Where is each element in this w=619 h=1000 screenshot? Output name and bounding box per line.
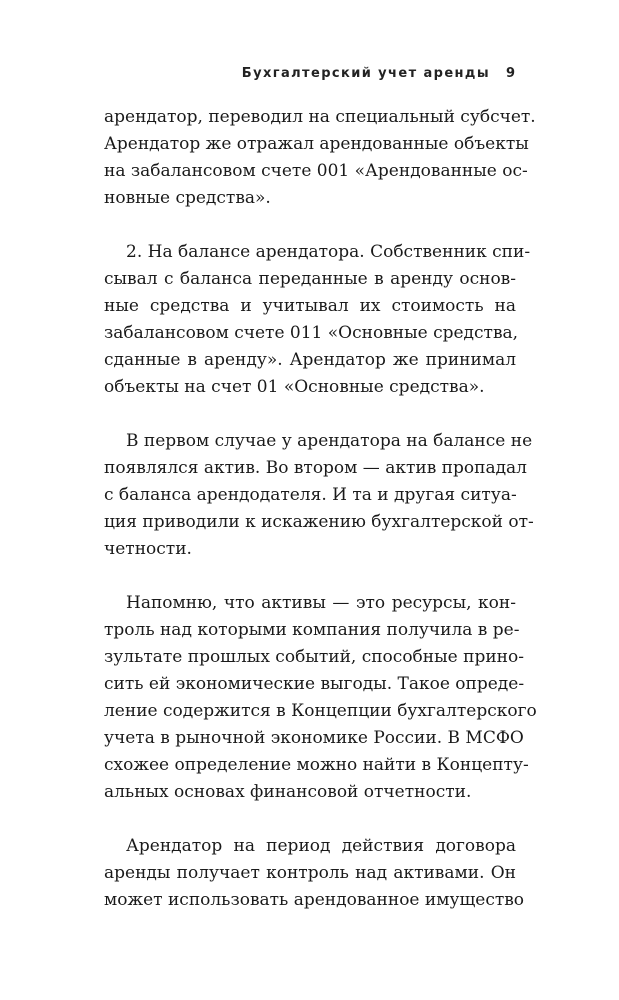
- text-line: сывал с баланса переданные в аренду основ-: [104, 269, 516, 289]
- text-line: Напомню, что активы — это ресурсы, кон-: [126, 593, 516, 613]
- text-line: ление содержится в Концепции бухгалтерского: [104, 701, 537, 721]
- paragraph-spacer: [104, 563, 516, 590]
- text-line: аренды получает контроль над активами. Он: [104, 863, 516, 883]
- text-line: арендатор, переводил на специальный субсчет.: [104, 107, 536, 127]
- body-text: [104, 104, 537, 914]
- text-line: В первом случае у арендатора на балансе не: [126, 431, 533, 451]
- paragraph: [104, 239, 531, 401]
- paragraph-spacer: [104, 401, 516, 428]
- paragraph: [104, 428, 534, 563]
- text-line: учета в рыночной экономике России. В МСФО: [104, 728, 524, 748]
- text-line: четности.: [104, 539, 192, 559]
- page-number: 9: [505, 66, 515, 81]
- text-line: с баланса арендодателя. И та и другая ситуа-: [104, 485, 517, 505]
- text-line: троль над которыми компания получила в ре-: [104, 620, 520, 640]
- text-line: 2. На балансе арендатора. Собственник спи-: [126, 242, 531, 262]
- paragraph-spacer: [104, 806, 516, 833]
- text-line: Арендатор же отражал арендованные объекты: [104, 134, 529, 154]
- paragraph: [104, 833, 525, 914]
- text-line: появлялся актив. Во втором — актив пропадал: [104, 458, 527, 478]
- paragraph: [104, 104, 536, 212]
- text-line: сданные в аренду». Арендатор же принимал: [104, 350, 516, 370]
- text-line: Арендатор на период действия договора: [126, 836, 516, 856]
- text-line: зультате прошлых событий, способные прино-: [104, 647, 524, 667]
- text-line: на забалансовом счете 001 «Арендованные ос-: [104, 161, 528, 181]
- paragraph: [104, 590, 537, 806]
- text-line: сить ей экономические выгоды. Такое опреде-: [104, 674, 525, 694]
- running-header: [0, 66, 619, 86]
- text-line: забалансовом счете 011 «Основные средства,: [104, 323, 519, 343]
- text-line: объекты на счет 01 «Основные средства».: [104, 377, 485, 397]
- running-title: Бухгалтерский учет аренды: [241, 66, 490, 81]
- text-line: альных основах финансовой отчетности.: [104, 782, 472, 802]
- text-line: может использовать арендованное имущество: [104, 890, 525, 910]
- paragraph-spacer: [104, 212, 516, 239]
- text-line: ные средства и учитывал их стоимость на: [104, 296, 516, 316]
- text-line: ция приводили к искажению бухгалтерской от-: [104, 512, 534, 532]
- text-line: новные средства».: [104, 188, 271, 208]
- text-line: схожее определение можно найти в Концепту-: [104, 755, 529, 775]
